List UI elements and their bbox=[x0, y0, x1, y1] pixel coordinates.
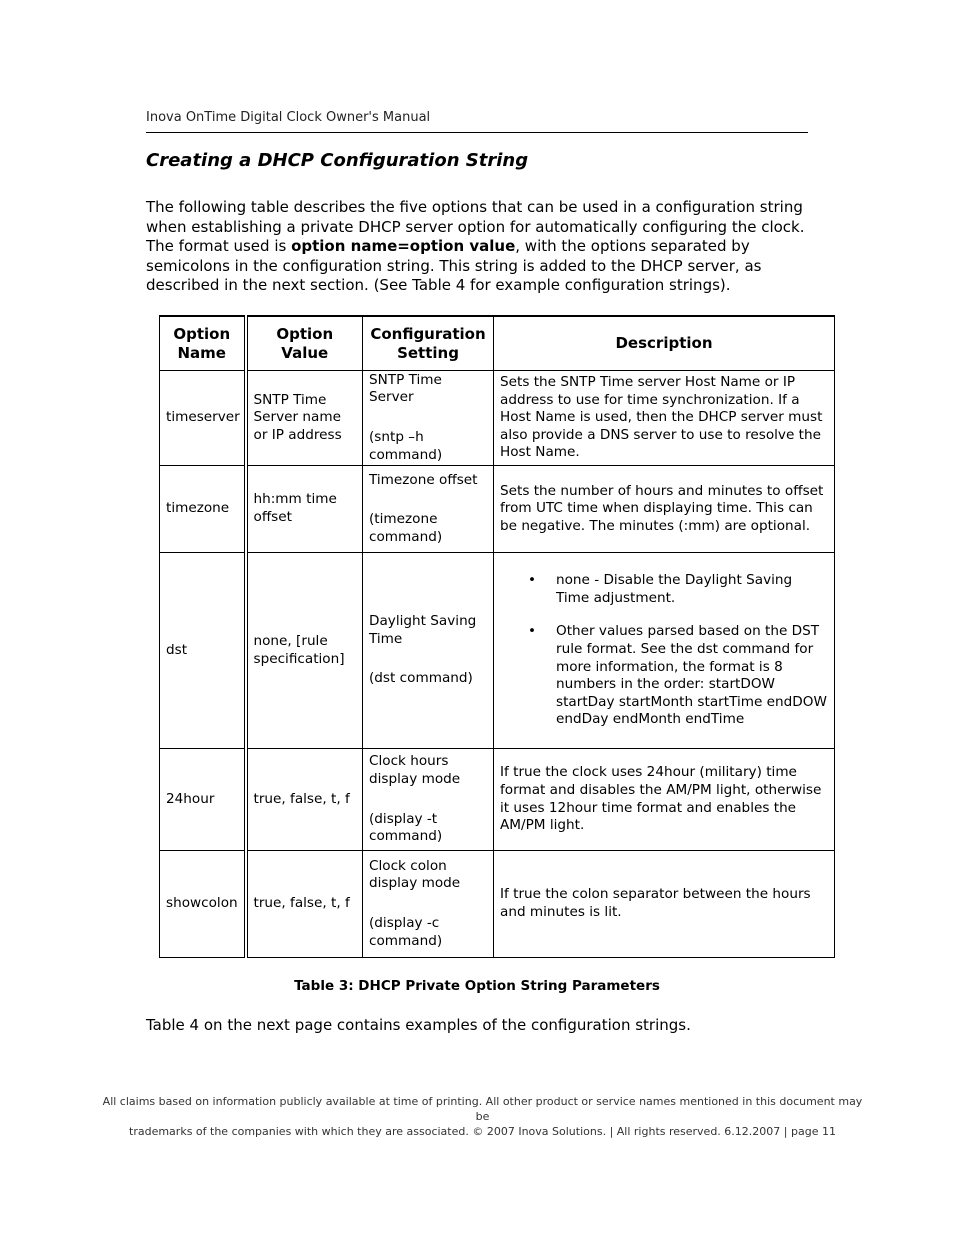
setting-command: (timezone command) bbox=[369, 511, 443, 545]
option-value-cell: hh:mm time offset bbox=[246, 466, 363, 553]
setting-text: Clock colon display mode bbox=[369, 857, 461, 892]
page-header: Inova OnTime Digital Clock Owner's Manual bbox=[146, 110, 808, 133]
table-row bbox=[160, 466, 835, 553]
header-option-name: Option Name bbox=[160, 316, 246, 371]
option-value-cell: true, false, t, f bbox=[246, 851, 363, 958]
intro-paragraph bbox=[146, 198, 816, 296]
option-name-cell: 24hour bbox=[160, 749, 246, 851]
description-cell bbox=[494, 553, 835, 749]
table-row bbox=[160, 371, 835, 466]
setting-command: (display -c command) bbox=[369, 915, 443, 949]
description-cell: If true the colon separator between the hours and minutes is lit. bbox=[494, 851, 835, 958]
description-cell: Sets the SNTP Time server Host Name or IP address to use for time synchronization. If a Host Name is used, then the DHCP server must also provide a DNS server to use to resolve the Host Name. bbox=[494, 371, 835, 466]
description-cell: If true the clock uses 24hour (military) time format and disables the AM/PM light, otherwise it uses 12hour time format and enables the AM/PM light. bbox=[494, 749, 835, 851]
setting-command: (sntp –h command) bbox=[369, 429, 443, 463]
intro-text-1: The following table describes the five options that can be used in a configuration string when establishing a private DHCP server option for automatically configuring the clock. The format used is bbox=[146, 198, 805, 255]
config-setting-cell bbox=[363, 749, 494, 851]
table-row bbox=[160, 553, 835, 749]
dhcp-options-table bbox=[159, 315, 835, 958]
option-value-cell: none, [rule specification] bbox=[246, 553, 363, 749]
header-option-value: Option Value bbox=[246, 316, 363, 371]
description-cell: Sets the number of hours and minutes to offset from UTC time when displaying time. This can be negative. The minutes (:mm) are optional. bbox=[494, 466, 835, 553]
config-setting-cell bbox=[363, 466, 494, 553]
footer-line-2: trademarks of the companies with which they are associated. © 2007 Inova Solutions. | All rights reserved. 6.12.2007 | page 11 bbox=[129, 1125, 836, 1138]
option-name-cell: timezone bbox=[160, 466, 246, 553]
table-caption: Table 3: DHCP Private Option String Parameters bbox=[294, 978, 660, 994]
setting-text: SNTP Time Server bbox=[369, 371, 442, 406]
option-name-cell: dst bbox=[160, 553, 246, 749]
config-setting-cell bbox=[363, 851, 494, 958]
setting-text: Clock hours display mode bbox=[369, 753, 461, 787]
config-setting-cell bbox=[363, 371, 494, 466]
intro-text-2: , with the options separated by semicolons in the configuration string. This string is added to the DHCP server, as described in the next section. (See Table 4 for example configuration strings). bbox=[146, 237, 762, 294]
setting-command: (dst command) bbox=[369, 670, 473, 687]
page-footer bbox=[100, 1094, 865, 1139]
option-name-cell: showcolon bbox=[160, 851, 246, 958]
header-description: Description bbox=[494, 316, 835, 371]
option-value-cell: true, false, t, f bbox=[246, 749, 363, 851]
closing-paragraph: Table 4 on the next page contains examples of the configuration strings. bbox=[146, 1016, 691, 1034]
table-row bbox=[160, 749, 835, 851]
config-setting-cell bbox=[363, 553, 494, 749]
section-title: Creating a DHCP Configuration String bbox=[146, 150, 529, 171]
table-header-row bbox=[160, 316, 835, 371]
option-value-cell: SNTP Time Server name or IP address bbox=[246, 371, 363, 466]
list-item: • none - Disable the Daylight Saving Time adjustment. bbox=[556, 572, 828, 607]
dst-bullet-list bbox=[500, 572, 828, 729]
header-config-setting: Configuration Setting bbox=[363, 316, 494, 371]
intro-bold-format: option name=option value bbox=[291, 237, 516, 255]
footer-line-1: All claims based on information publicly available at time of printing. All other product or service names mentioned in this document may be bbox=[102, 1095, 863, 1123]
table-row bbox=[160, 851, 835, 958]
setting-command: (display -t command) bbox=[369, 810, 443, 845]
setting-text: Daylight Saving Time bbox=[369, 613, 477, 647]
option-name-cell: timeserver bbox=[160, 371, 246, 466]
list-item: • Other values parsed based on the DST rule format. See the dst command for more information, the format is 8 numbers in the order: startDOW startDay startMonth startTime endDOW endDay endMonth endTime bbox=[556, 623, 828, 729]
setting-text: Timezone offset bbox=[369, 471, 478, 488]
